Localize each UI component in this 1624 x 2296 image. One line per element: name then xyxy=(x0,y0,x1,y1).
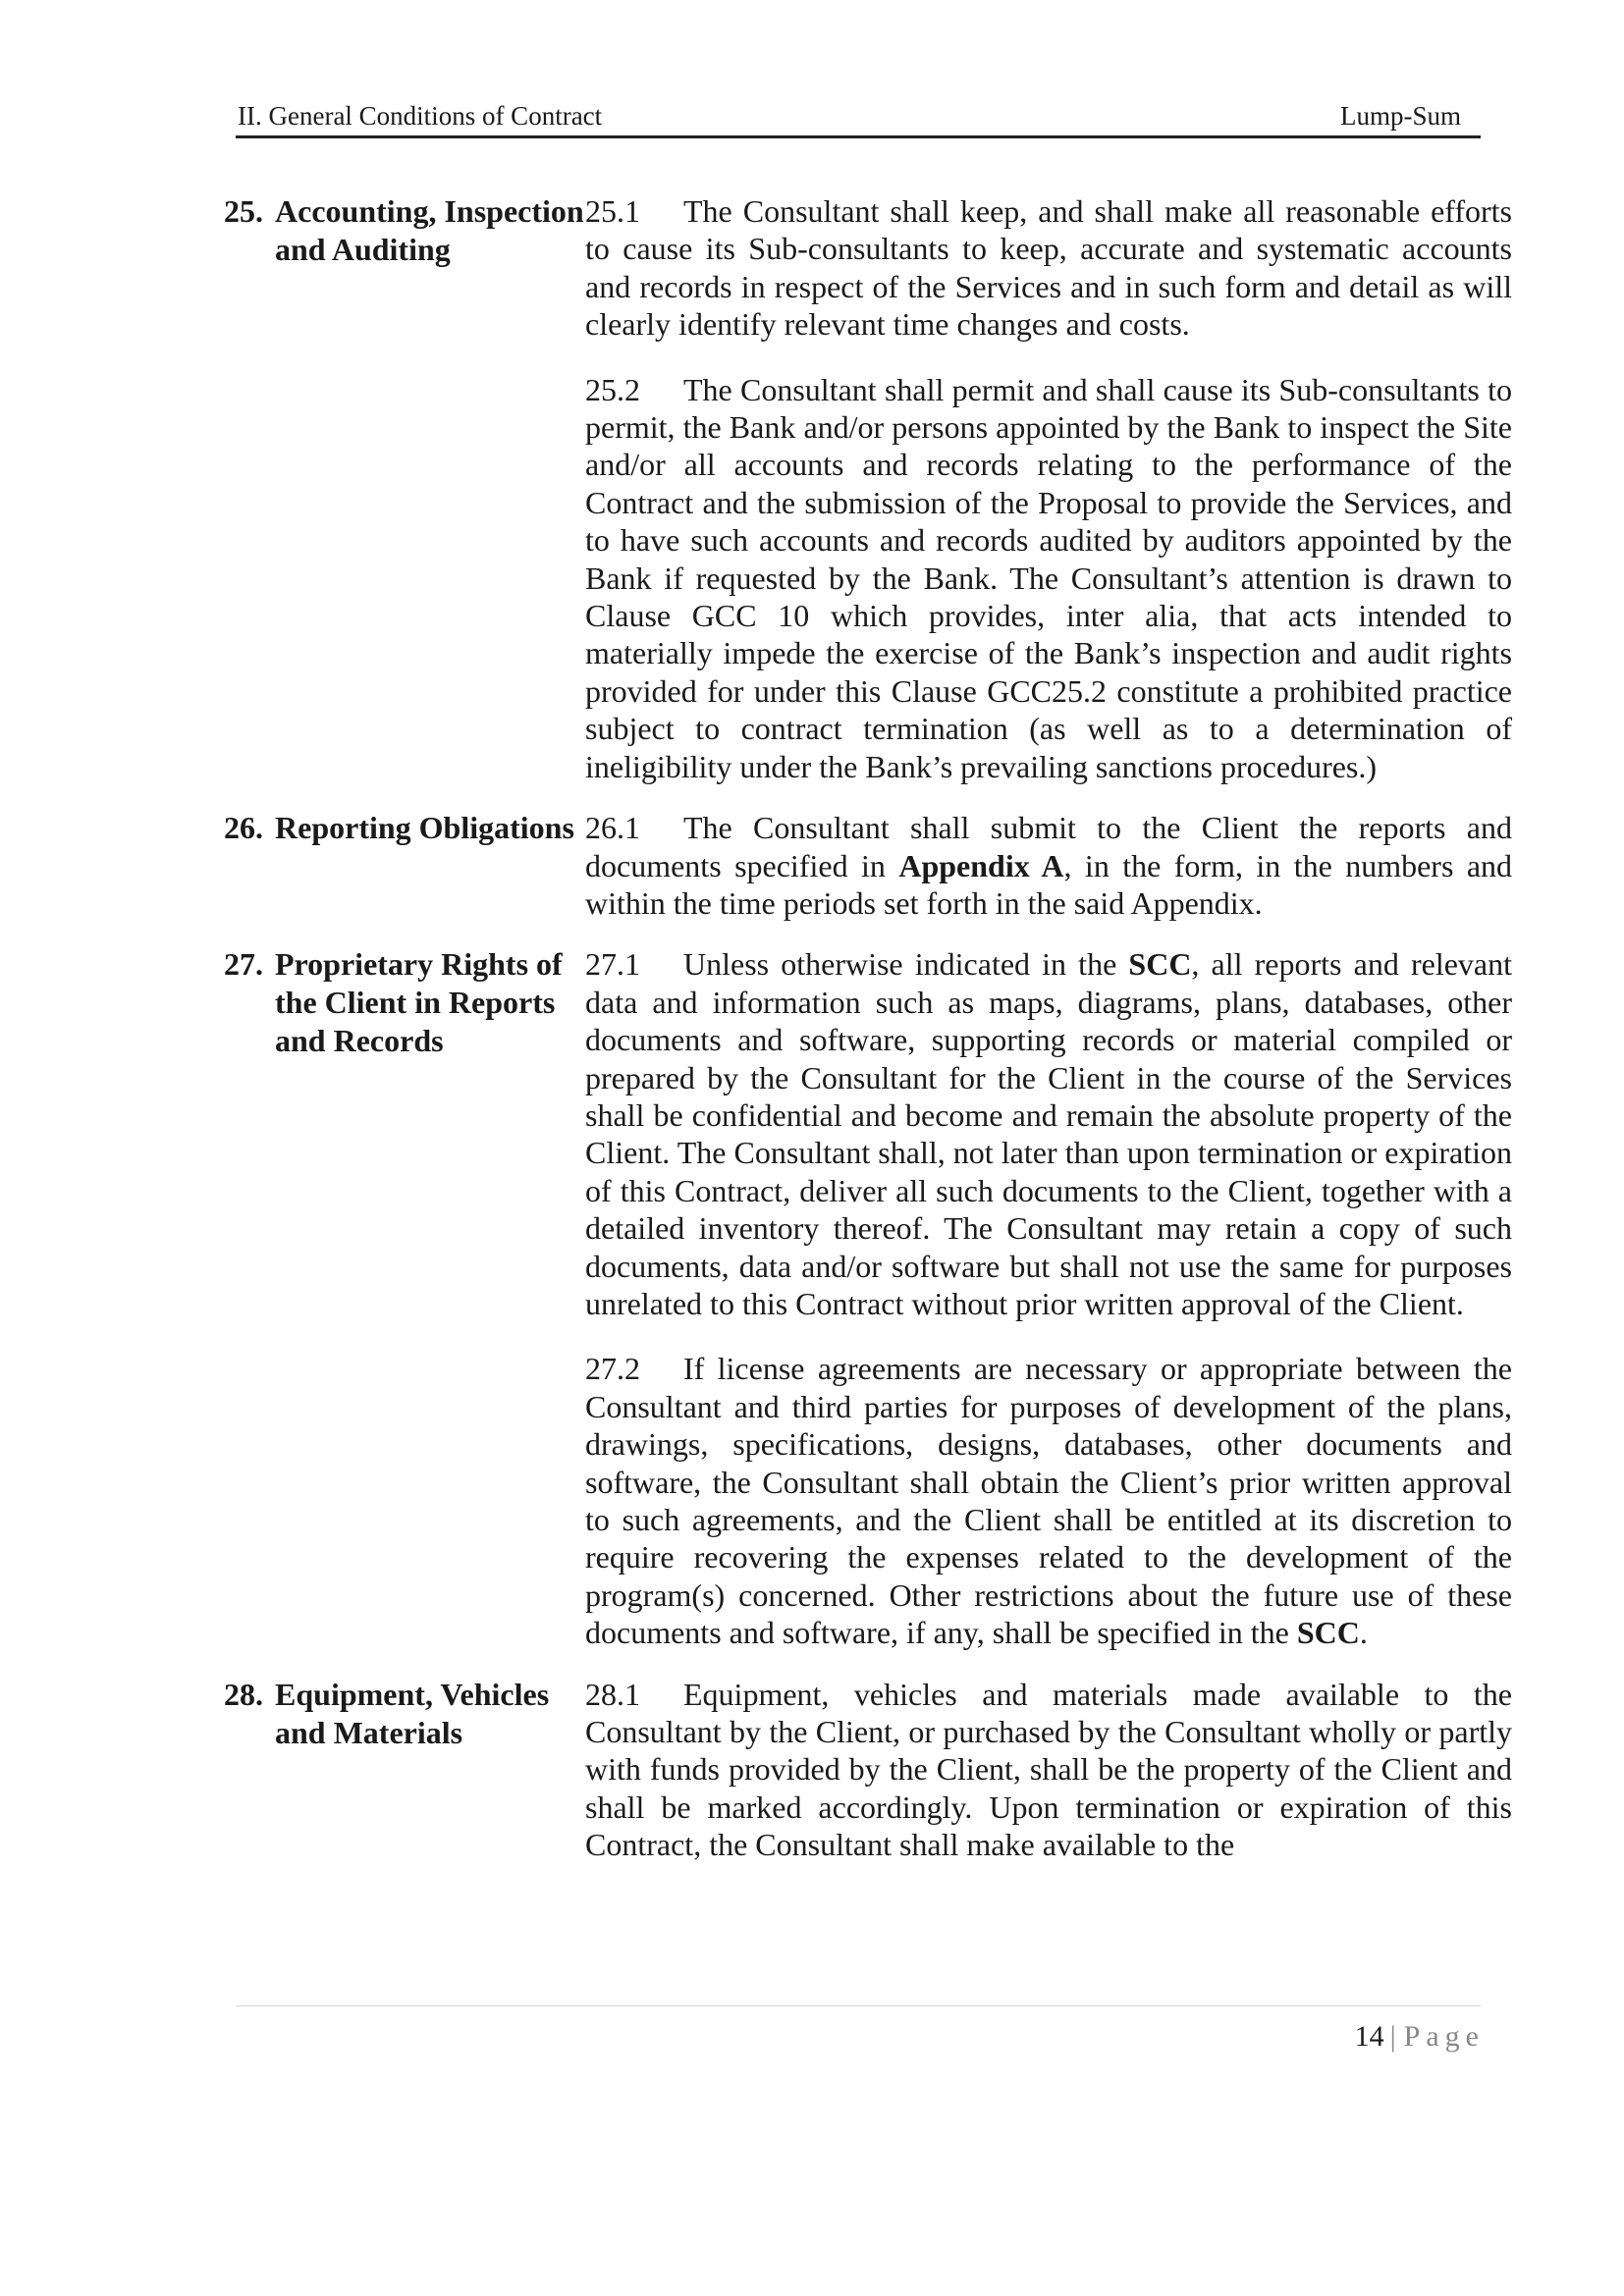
clause-body xyxy=(585,945,1512,1651)
paragraph-text: Equipment, vehicles and materials made available to the Consultant by the Client, or purchased by the Consultant wholly or partly with funds provided by the Client, shall be the property of the Client and shall be marked accordingly. Upon termination or expiration of this Contract, the Consultant shall make available to the xyxy=(585,1676,1512,1863)
paragraph-number: 25.1 xyxy=(585,193,640,229)
clause-number: 25. xyxy=(224,193,263,229)
clause-body xyxy=(585,809,1512,922)
paragraph-number: 28.1 xyxy=(585,1676,640,1712)
clause-number: 27. xyxy=(224,946,263,983)
paragraph-26-1 xyxy=(585,809,1512,922)
paragraph-text-continued: . xyxy=(1359,1615,1368,1651)
footer-divider xyxy=(236,2005,1481,2006)
page-footer xyxy=(1355,2017,1485,2056)
paragraph-bold-reference: Appendix A xyxy=(898,847,1064,883)
clause-number: 28. xyxy=(224,1676,263,1712)
paragraph-25-1 xyxy=(585,192,1512,344)
clause-title: Accounting, Inspection and Auditing xyxy=(275,193,584,267)
paragraph-text: The Consultant shall keep, and shall make all reasonable efforts to cause its Sub-consultants to keep, accurate and systematic accounts and records in respect of the Services and in such form and detail as will clearly identify relevant time changes and costs. xyxy=(585,193,1512,343)
page-number: 14 xyxy=(1354,2020,1384,2053)
clause-body xyxy=(585,1676,1512,1864)
header-section-title: II. General Conditions of Contract xyxy=(238,101,603,131)
page-label: Page xyxy=(1403,2020,1485,2053)
clause-number: 26. xyxy=(224,810,263,846)
clause-28 xyxy=(224,1676,1520,1864)
page-separator: | xyxy=(1389,2020,1396,2053)
clause-body xyxy=(585,192,1512,785)
paragraph-text-continued: , in the form, in the numbers and within the time periods set forth in the said Appendix. xyxy=(585,847,1513,921)
paragraph-number: 26.1 xyxy=(585,810,640,846)
paragraph-bold-reference: SCC xyxy=(1128,946,1192,983)
clause-heading xyxy=(224,192,585,785)
paragraph-text: If license agreements are necessary or appropriate between the Consultant and third parties for purposes of development of the plans, drawings, specifications, designs, databases, other documents and software, the Consultant shall obtain the Client’s prior written approval to such agreements, and the Client shall be entitled at its discretion to require recovering the expenses related to the development of the program(s) concerned. Other restrictions about the future use of these documents and software, if any, shall be specified in the xyxy=(585,1351,1512,1651)
paragraph-bold-reference: SCC xyxy=(1296,1615,1360,1651)
clause-heading xyxy=(224,1676,585,1864)
paragraph-text: Unless otherwise indicated in the xyxy=(683,946,1117,983)
paragraph-27-1 xyxy=(585,945,1512,1322)
paragraph-number: 25.2 xyxy=(585,371,640,407)
clause-title: Proprietary Rights of the Client in Reports and Records xyxy=(275,946,563,1059)
clause-25 xyxy=(224,192,1520,785)
clause-title: Equipment, Vehicles and Materials xyxy=(275,1676,550,1750)
clause-heading xyxy=(224,945,585,1651)
paragraph-text-continued: , all reports and relevant data and information such as maps, diagrams, plans, databases, other documents and software, supporting records or material compiled or prepared by the Consultant for the Client in the course of the Services shall be confidential and become and remain the absolute property of the Client. The Consultant shall, not later than upon termination or expiration of this Contract, deliver all such documents to the Client, together with a detailed inventory thereof. The Consultant may retain a copy of such documents, data and/or software but shall not use the same for purposes unrelated to this Contract without prior written approval of the Client. xyxy=(585,946,1513,1321)
clause-title: Reporting Obligations xyxy=(275,810,574,846)
paragraph-number: 27.1 xyxy=(585,946,640,983)
clause-26 xyxy=(224,809,1520,922)
clause-heading xyxy=(224,809,585,922)
paragraph-text: The Consultant shall permit and shall cause its Sub-consultants to permit, the Bank and/or persons appointed by the Bank to inspect the Site and/or all accounts and records relating to the performance of the Contract and the submission of the Proposal to provide the Services, and to have such accounts and records audited by auditors appointed by the Bank if requested by the Bank. The Consultant’s attention is drawn to Clause GCC 10 which provides, inter alia, that acts intended to materially impede the exercise of the Bank’s inspection and audit rights provided for under this Clause GCC25.2 constitute a prohibited practice subject to contract termination (as well as to a determination of ineligibility under the Bank’s prevailing sanctions procedures.) xyxy=(585,371,1512,784)
paragraph-27-2 xyxy=(585,1350,1512,1651)
paragraph-number: 27.2 xyxy=(585,1351,640,1387)
header-contract-type: Lump-Sum xyxy=(1339,101,1461,131)
clauses-body xyxy=(224,192,1520,1888)
paragraph-28-1 xyxy=(585,1676,1512,1864)
paragraph-25-2 xyxy=(585,371,1512,785)
clause-27 xyxy=(224,945,1520,1651)
paragraph-text: The Consultant shall submit to the Client the reports and documents specified in xyxy=(585,810,1512,883)
running-header xyxy=(236,96,1481,138)
